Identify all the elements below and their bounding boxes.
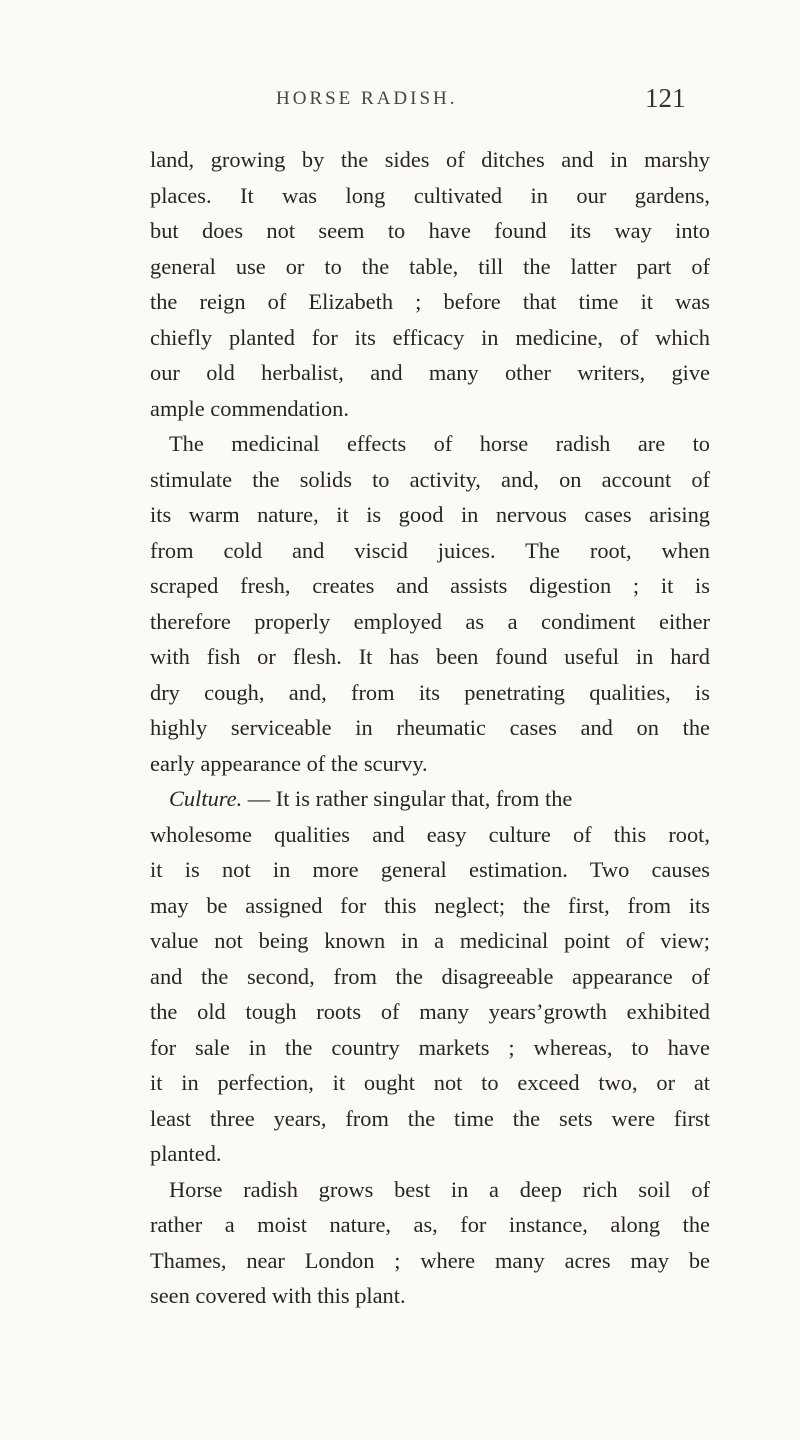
paragraph-first-line: The medicinal effects of horse radish are to (169, 431, 710, 456)
text-line: our old herbalist, and many other writers, give (150, 360, 710, 385)
text-line: Thames, near London ; where many acres may be (150, 1247, 710, 1273)
text-line: with fish or flesh. It has been found useful in hard (150, 644, 710, 669)
text-line: the reign of Elizabeth ; before that time it was (150, 289, 710, 314)
text-line: from cold and viscid juices. The root, when (150, 537, 710, 563)
text-line: dry cough, and, from its penetrating qualities, is (150, 679, 710, 705)
book-page-text (150, 142, 710, 1314)
culture-heading: Culture. (169, 786, 243, 811)
text-line: therefore properly employed as a condiment either (150, 608, 710, 634)
culture-intro-text: — It is rather singular that, from the (242, 786, 573, 811)
text-line: and the second, from the disagreeable appearance of (150, 963, 710, 989)
text-line-paragraph-end: planted. (150, 1141, 222, 1166)
text-line: for sale in the country markets ; whereas, to have (150, 1034, 710, 1060)
text-line: its warm nature, it is good in nervous cases arising (150, 502, 710, 527)
page-number: 121 (645, 83, 686, 113)
text-line: wholesome qualities and easy culture of this root, (150, 821, 710, 847)
text-line: value not being known in a medicinal point of view; (150, 928, 710, 953)
text-line: it in perfection, it ought not to exceed two, or at (150, 1070, 710, 1095)
paragraph-first-line: Horse radish grows best in a deep rich soil of (169, 1176, 710, 1202)
text-line: rather a moist nature, as, for instance, along the (150, 1212, 710, 1237)
culture-paragraph-first-line (150, 781, 710, 817)
text-line: stimulate the solids to activity, and, on account of (150, 466, 710, 492)
text-line: places. It was long cultivated in our gardens, (150, 182, 710, 208)
text-line: the old tough roots of many years’growth exhibited (150, 999, 710, 1024)
text-line-paragraph-end: ample commendation. (150, 395, 349, 421)
text-line: highly serviceable in rheumatic cases and on the (150, 715, 710, 740)
text-line-paragraph-end: early appearance of the scurvy. (150, 750, 428, 776)
text-line: but does not seem to have found its way into (150, 218, 710, 243)
running-head: HORSE RADISH. (276, 88, 458, 109)
page-header (0, 78, 800, 118)
text-line: general use or to the table, till the latter part of (150, 253, 710, 279)
text-line: scraped fresh, creates and assists digestion ; it is (150, 573, 710, 598)
text-line: may be assigned for this neglect; the first, from its (150, 892, 710, 918)
text-line: chiefly planted for its efficacy in medicine, of which (150, 324, 710, 350)
text-line: least three years, from the time the sets were first (150, 1105, 710, 1131)
text-line-paragraph-end: seen covered with this plant. (150, 1283, 406, 1308)
text-line: land, growing by the sides of ditches and in marshy (150, 147, 710, 172)
text-line: it is not in more general estimation. Two causes (150, 857, 710, 882)
